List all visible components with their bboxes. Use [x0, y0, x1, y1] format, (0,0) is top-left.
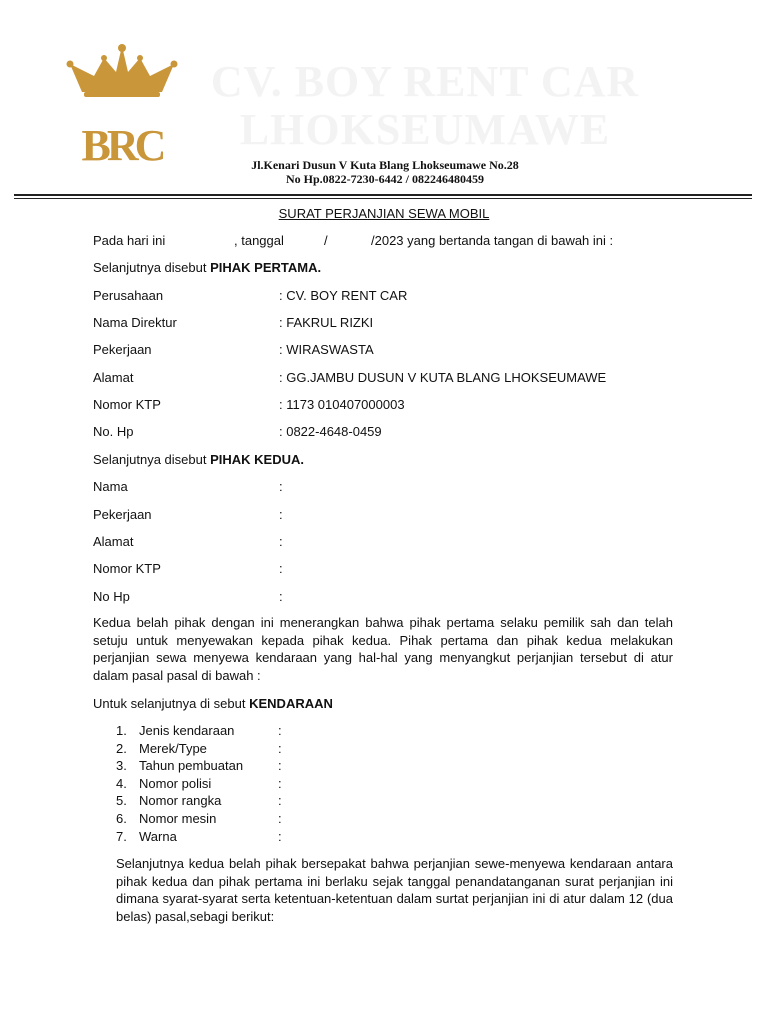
company-name-line1: CV. BOY RENT CAR: [210, 57, 640, 106]
company-name-watermark: [190, 58, 660, 154]
document-title: SURAT PERJANJIAN SEWA MOBIL: [278, 206, 490, 221]
kendaraan-intro: Untuk selanjutnya di sebut: [93, 696, 250, 711]
field-label: No Hp: [93, 589, 130, 604]
vehicle-list: [116, 722, 282, 845]
list-colon: :: [278, 828, 282, 844]
list-item: [116, 757, 282, 775]
field-label: Nomor KTP: [93, 561, 161, 576]
field-label: Alamat: [93, 370, 134, 385]
field-value: : FAKRUL RIZKI: [279, 315, 374, 330]
header-divider-thin: [14, 198, 752, 199]
list-number: 4.: [116, 775, 127, 791]
pihak-pertama-intro: Selanjutnya disebut: [93, 260, 211, 275]
field-label: Nama Direktur: [93, 315, 177, 330]
list-item: [116, 722, 282, 740]
list-item: [116, 740, 282, 758]
list-colon: :: [278, 810, 282, 826]
pihak-kedua-label: PIHAK KEDUA.: [210, 452, 304, 467]
header-divider-thick: [14, 194, 752, 196]
field-value: : WIRASWASTA: [279, 342, 374, 357]
paragraph-terms: Selanjutnya kedua belah pihak bersepakat bahwa perjanjian sewe-menyewa kendaraan antara pihak kedua dan pihak pertama ini berlaku sejak tanggal penandatanganan surat perjanjian ini dimana syarat-syarat serta ketentuan-ketentuan dalam surtat perjanjian ini di atur dalam 12 (dua belas) pasal,sebagi berikut:: [116, 856, 673, 924]
intro-slash: /: [324, 233, 328, 248]
list-label: Tahun pembuatan: [139, 758, 244, 774]
intro-tanggal: , tanggal: [234, 233, 284, 248]
intro-pada-hari: Pada hari ini: [93, 233, 166, 248]
brc-crown-logo: [64, 42, 180, 172]
field-value: :: [279, 561, 283, 576]
list-item: [116, 775, 282, 793]
field-value: : 1173 010407000003: [279, 397, 405, 412]
field-label: Nomor KTP: [93, 397, 161, 412]
field-label: Nama: [93, 479, 128, 494]
field-value: :: [279, 479, 283, 494]
list-colon: :: [278, 740, 282, 756]
field-label: Alamat: [93, 534, 134, 549]
list-number: 5.: [116, 793, 127, 809]
field-value: : 0822-4648-0459: [279, 424, 382, 439]
company-name-line2: LHOKSEUMAWE: [239, 105, 611, 154]
list-label: Jenis kendaraan: [139, 723, 235, 738]
field-value: : CV. BOY RENT CAR: [279, 288, 408, 303]
field-label: No. Hp: [93, 424, 134, 439]
company-address: Jl.Kenari Dusun V Kuta Blang Lhokseumawe No.28: [251, 158, 519, 172]
field-label: Pekerjaan: [93, 342, 152, 357]
list-colon: :: [278, 775, 282, 791]
logo-monogram: BRC: [81, 121, 163, 170]
company-phone: No Hp.0822-7230-6442 / 082246480459: [286, 172, 484, 186]
list-label: Nomor rangka: [139, 793, 222, 809]
list-number: 1.: [116, 723, 127, 738]
list-number: 6.: [116, 810, 127, 826]
kendaraan-heading: [93, 695, 333, 712]
field-label: Perusahaan: [93, 288, 164, 303]
list-colon: :: [278, 758, 282, 774]
field-value: :: [279, 507, 283, 522]
list-number: 7.: [116, 828, 127, 844]
list-item: [116, 810, 282, 828]
field-value: : GG.JAMBU DUSUN V KUTA BLANG LHOKSEUMAWE: [279, 370, 607, 385]
list-label: Nomor mesin: [139, 810, 217, 826]
list-item: [116, 792, 282, 810]
list-number: 3.: [116, 758, 127, 774]
pihak-kedua-heading: [93, 451, 304, 468]
pihak-pertama-heading: [93, 259, 321, 276]
pihak-pertama-label: PIHAK PERTAMA.: [210, 260, 322, 275]
pihak-kedua-intro: Selanjutnya disebut: [93, 452, 211, 467]
list-label: Warna: [139, 828, 177, 844]
list-item: [116, 828, 282, 846]
list-number: 2.: [116, 740, 127, 756]
field-value: :: [279, 589, 283, 604]
list-label: Nomor polisi: [139, 775, 212, 791]
paragraph-agreement: Kedua belah pihak dengan ini menerangkan bahwa pihak pertama selaku pemilik sah dan telah setuju untuk menyewakan kepada pihak kedua. Pihak pertama dan pihak kedua melakukan perjanjian sewa menyewa kendaraan yang hal-hal yang menyangkut perjanjian tersebut di atur dalam pasal pasal di bawah :: [93, 615, 673, 683]
kendaraan-label: KENDARAAN: [249, 696, 333, 711]
intro-tail: /2023 yang bertanda tangan di bawah ini :: [371, 233, 614, 248]
list-colon: :: [278, 793, 282, 809]
list-label: Merek/Type: [139, 740, 207, 756]
field-label: Pekerjaan: [93, 507, 152, 522]
field-value: :: [279, 534, 283, 549]
list-colon: :: [278, 723, 282, 738]
